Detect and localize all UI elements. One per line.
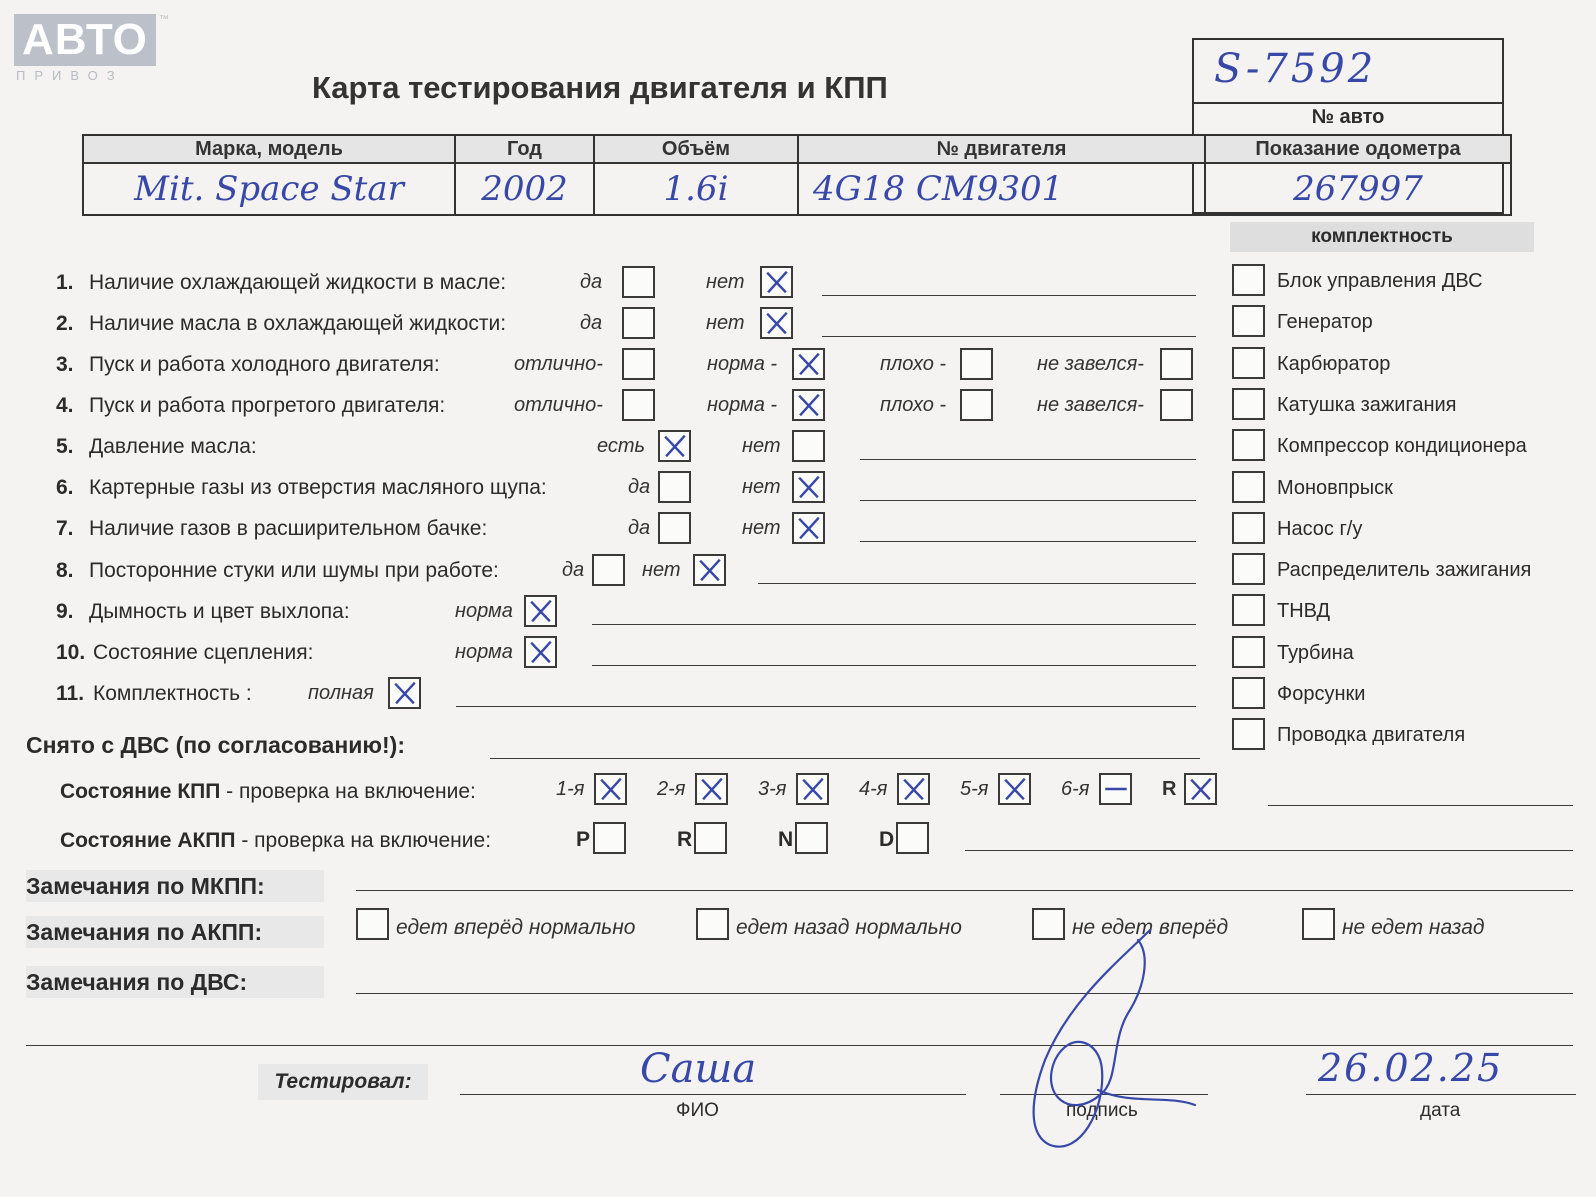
komplektnost-item: Турбина [1277,641,1354,664]
signature-caption: подпись [1066,1100,1138,1121]
col-year: Год [455,135,594,163]
akpp-label-bold: Состояние АКПП [60,829,236,852]
kpp-label-rest: - проверка на включение: [220,780,476,803]
gear-label: R [1162,778,1177,800]
komplektnost-item: Моновпрыск [1277,476,1393,499]
answer-line [456,706,1196,707]
option-label: отлично- [514,394,603,416]
kpp-label-bold: Состояние КПП [60,780,221,803]
check-mark-icon [762,268,791,296]
option-checkbox[interactable] [658,512,691,544]
item-number: 2. [56,312,74,335]
answer-line [860,500,1196,501]
gear-checkbox[interactable] [897,773,930,805]
option-checkbox[interactable] [693,554,726,586]
check-mark-icon [794,391,823,419]
option-checkbox[interactable] [960,389,993,421]
komplektnost-checkbox[interactable] [1232,553,1265,585]
gear-label: 3-я [758,778,787,800]
check-mark-icon [762,309,791,337]
option-label: есть [597,435,646,457]
avto-privoz-logo [14,14,169,83]
answer-line [860,459,1196,460]
check-mark-icon [697,775,726,803]
komplektnost-checkbox[interactable] [1232,429,1265,461]
akpp-position-label: R [677,828,693,851]
check-mark-icon [794,350,823,378]
option-checkbox[interactable] [622,266,655,298]
gear-label: 4-я [859,778,888,800]
item-label: Наличие охлаждающей жидкости в масле: [89,271,507,294]
akpp-remark-checkbox[interactable] [1302,908,1335,940]
option-checkbox[interactable] [524,636,557,668]
item-label: Посторонние стуки или шумы при работе: [89,559,499,582]
make-model-value: Mit. Space Star [83,163,455,215]
komplektnost-item: Генератор [1277,311,1373,334]
vehicle-info-table [82,134,1512,216]
komplektnost-item: Карбюратор [1277,352,1391,375]
dash-mark-icon [1101,775,1130,803]
option-checkbox[interactable] [592,554,625,586]
signature-scribble [1010,920,1200,1160]
akpp-position-checkbox[interactable] [593,822,626,854]
option-label: да [580,312,603,334]
item-label: Наличие масла в охлаждающей жидкости: [89,312,507,335]
option-label: нет [706,271,745,293]
item-number: 9. [56,600,74,623]
answer-line [758,583,1196,584]
remarks-mkpp-line [356,890,1573,891]
fio-caption: ФИО [676,1100,719,1121]
komplektnost-item: Проводка двигателя [1277,724,1466,747]
gear-label: 2-я [657,778,686,800]
option-label: отлично- [514,353,603,375]
komplektnost-item: Распределитель зажигания [1277,559,1532,582]
komplektnost-item: Блок управления ДВС [1277,270,1483,292]
komplektnost-checkbox[interactable] [1232,264,1265,296]
komplektnost-checkbox[interactable] [1232,718,1265,750]
option-checkbox[interactable] [1160,389,1193,421]
item-label: Пуск и работа холодного двигателя: [89,353,440,376]
komplektnost-checkbox[interactable] [1232,471,1265,503]
date-line [1306,1094,1576,1095]
check-mark-icon [596,775,625,803]
check-mark-icon [1000,775,1029,803]
date-value: 26.02.25 [1318,1046,1504,1090]
option-checkbox[interactable] [792,348,825,380]
komplektnost-checkbox[interactable] [1232,512,1265,544]
item-label: Дымность и цвет выхлопа: [89,600,350,623]
removed-label: Снято с ДВС (по согласованию!): [26,732,405,758]
check-mark-icon [526,638,555,666]
item-number: 3. [56,353,74,376]
option-label: нет [742,476,781,498]
komplektnost-checkbox[interactable] [1232,388,1265,420]
item-number: 11. [56,682,85,705]
komplektnost-item: Компрессор кондиционера [1277,435,1527,458]
answer-line [822,336,1196,337]
check-mark-icon [1186,775,1215,803]
check-mark-icon [794,514,823,542]
option-label: норма - [707,353,778,375]
option-checkbox[interactable] [792,471,825,503]
remarks-akpp-label: Замечания по АКПП: [26,916,324,948]
option-checkbox[interactable] [792,389,825,421]
kpp-line [1268,805,1573,806]
akpp-remark-label: едет вперёд нормально [396,916,636,939]
remarks-mkpp-label: Замечания по МКПП: [26,870,324,902]
komplektnost-item: Катушка зажигания [1277,393,1457,416]
option-checkbox[interactable] [622,307,655,339]
gear-label: 6-я [1061,778,1090,800]
option-label: полная [308,682,374,704]
check-mark-icon [695,556,724,584]
komplektnost-checkbox[interactable] [1232,594,1265,626]
option-checkbox[interactable] [622,389,655,421]
item-number: 4. [56,394,74,417]
akpp-label [60,829,491,853]
option-checkbox[interactable] [960,348,993,380]
answer-line [592,624,1196,625]
remarks-dvs-line [356,993,1573,994]
akpp-label-rest: - проверка на включение: [235,829,492,852]
col-odometer: Показание одометра [1205,135,1511,163]
col-volume: Объём [594,135,798,163]
check-mark-icon [660,432,689,460]
akpp-remark-label: не едет назад [1342,916,1485,939]
option-checkbox[interactable] [760,307,793,339]
komplektnost-checkbox[interactable] [1232,305,1265,337]
item-number: 8. [56,559,74,582]
col-engine-number: № двигателя [798,135,1205,163]
option-label: да [562,559,585,581]
option-label: плохо - [880,353,947,375]
check-mark-icon [526,597,555,625]
year-value: 2002 [455,163,594,215]
option-label: да [628,517,651,539]
gear-checkbox[interactable] [1184,773,1217,805]
option-checkbox[interactable] [760,266,793,298]
akpp-line [965,850,1573,851]
komplektnost-checkbox[interactable] [1232,636,1265,668]
akpp-position-label: D [879,828,895,851]
akpp-remark-label: едет назад нормально [736,916,962,939]
answer-line [822,295,1196,296]
option-checkbox[interactable] [658,430,691,462]
option-label: нет [642,559,681,581]
gear-checkbox[interactable] [594,773,627,805]
option-checkbox[interactable] [792,430,825,462]
item-number: 7. [56,517,74,540]
car-number-label: № авто [1194,102,1502,129]
akpp-position-checkbox[interactable] [795,822,828,854]
option-label: да [580,271,603,293]
gear-checkbox[interactable] [998,773,1031,805]
car-number-value: S-7592 [1214,46,1377,92]
option-label: норма - [707,394,778,416]
option-label: нет [742,517,781,539]
remarks-dvs-label: Замечания по ДВС: [26,966,324,998]
item-label: Картерные газы из отверстия масляного щупа: [89,476,547,499]
odometer-value: 267997 [1205,163,1511,215]
col-make-model: Марка, модель [83,135,455,163]
option-label: да [628,476,651,498]
komplektnost-checkbox[interactable] [1232,347,1265,379]
item-label: Наличие газов в расширительном бачке: [89,517,488,540]
option-label: норма [455,600,513,622]
date-caption: дата [1420,1100,1461,1121]
check-mark-icon [899,775,928,803]
gear-label: 5-я [960,778,989,800]
answer-line [592,665,1196,666]
option-checkbox[interactable] [658,471,691,503]
komplektnost-checkbox[interactable] [1232,677,1265,709]
option-checkbox[interactable] [524,595,557,627]
volume-value: 1.6i [594,163,798,215]
option-label: плохо - [880,394,947,416]
akpp-remark-checkbox[interactable] [356,908,389,940]
gear-checkbox[interactable] [695,773,728,805]
removed-line [490,758,1200,759]
option-checkbox[interactable] [792,512,825,544]
item-label: Состояние сцепления: [93,641,314,664]
option-label: не завелся- [1037,353,1144,375]
akpp-position-checkbox[interactable] [694,822,727,854]
option-label: не завелся- [1037,394,1144,416]
option-label: нет [742,435,781,457]
item-label: Давление масла: [89,435,257,458]
item-number: 5. [56,435,74,458]
option-label: норма [455,641,513,663]
option-checkbox[interactable] [622,348,655,380]
gear-checkbox[interactable] [1099,773,1132,805]
akpp-remark-checkbox[interactable] [696,908,729,940]
logo-word: АВТО [14,14,156,66]
option-label: нет [706,312,745,334]
item-number: 6. [56,476,74,499]
gear-label: 1-я [556,778,585,800]
akpp-position-checkbox[interactable] [896,822,929,854]
fio-value: Саша [640,1046,757,1092]
item-number: 10. [56,641,86,664]
akpp-position-label: P [576,828,591,851]
check-mark-icon [798,775,827,803]
tested-by-label: Тестировал: [258,1064,428,1100]
answer-line [860,541,1196,542]
engine-number-value: 4G18 CM9301 [798,163,1205,215]
logo-tm: ™ [158,14,169,25]
komplektnost-item: ТНВД [1277,600,1331,623]
check-mark-icon [794,473,823,501]
akpp-position-label: N [778,828,794,851]
item-label: Пуск и работа прогретого двигателя: [89,394,446,417]
komplektnost-item: Насос г/у [1277,517,1363,540]
item-number: 1. [56,271,74,294]
kpp-label [60,780,476,804]
check-mark-icon [390,679,419,707]
option-checkbox[interactable] [388,677,421,709]
akpp-remark-label: не едет вперёд [1072,916,1229,939]
komplektnost-item: Форсунки [1277,683,1366,705]
item-label: Комплектность : [93,682,252,705]
fio-line [460,1094,966,1095]
komplektnost-title: комплектность [1230,222,1534,252]
page-title: Карта тестирования двигателя и КПП [312,70,888,105]
logo-subtitle: ПРИВОЗ [16,68,124,83]
gear-checkbox[interactable] [796,773,829,805]
option-checkbox[interactable] [1160,348,1193,380]
